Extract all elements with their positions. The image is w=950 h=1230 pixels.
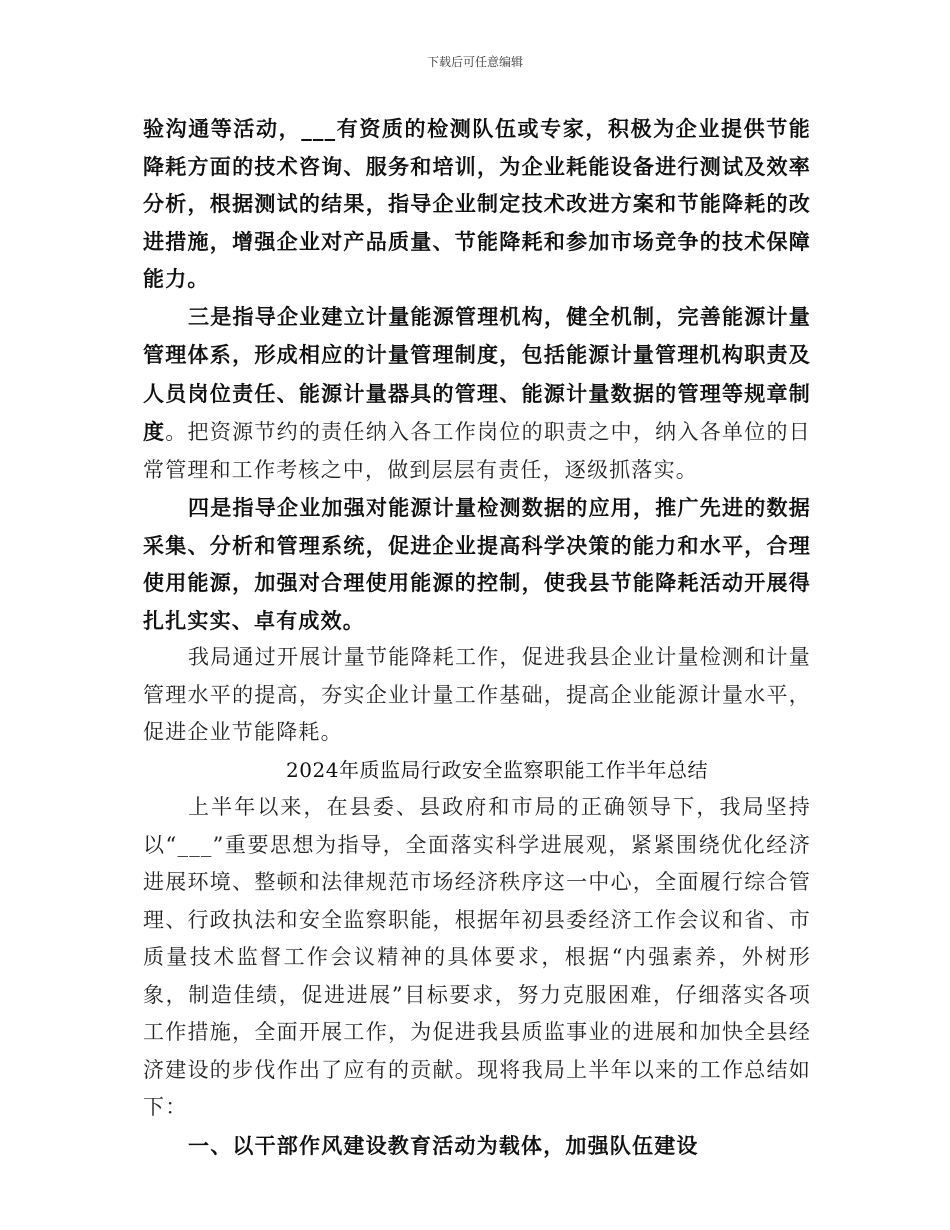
paragraph-fourth-point: 四是指导企业加强对能源计量检测数据的应用，推广先进的数据采集、分析和管理系统，促进企业提高科学决策的能力和水平，合理使用能源，加强对合理使用能源的控制，使我县节能降耗活动开展得扎扎实实、卓有成效。 xyxy=(143,495,811,633)
section-heading-1: 一、以干部作风建设教育活动为载体，加强队伍建设 xyxy=(188,1132,699,1158)
section-intro-paragraph: 上半年以来，在县委、县政府和市局的正确领导下，我局坚持以“___”重要思想为指导，全面落实科学进展观，紧紧围绕优化经济进展环境、整顿和法律规范市场经济秩序这一中心，全面履行综合管理、行政执法和安全监察职能，根据年初县委经济工作会议和省、市质量技术监督工作会议精神的具体要求，根据“内强素养，外树形象，制造佳绩，促进进展”目标要求，努力克服困难，仔细落实各项工作措施，全面开展工作，为促进我县质监事业的进展和加快全县经济建设的步伐作出了应有的贡献。现将我局上半年以来的工作总结如下： xyxy=(143,795,811,1119)
document-body xyxy=(143,110,811,1164)
paragraph-continuation: 验沟通等活动，___有资质的检测队伍或专家，积极为企业提供节能降耗方面的技术咨询、服务和培训，为企业耗能设备进行测试及效率分析，根据测试的结果，指导企业制定技术改进方案和节能降耗的改进措施，增强企业对产品质量、节能降耗和参加市场竞争的技术保障能力。 xyxy=(143,116,811,291)
paragraph-third-point-bold: 三是指导企业建立计量能源管理机构，健全机制，完善能源计量管理体系，形成相应的计量管理制度，包括能源计量管理机构职责及人员岗位责任、能源计量器具的管理、能源计量数据的管理等规章制度 xyxy=(143,303,811,444)
section-title: 2024年质监局行政安全监察职能工作半年总结 xyxy=(286,757,708,782)
paragraph-third-point-rest: 。把资源节约的责任纳入各工作岗位的职责之中，纳入各单位的日常管理和工作考核之中，做到层层有责任，逐级抓落实。 xyxy=(143,420,811,482)
page-header-note: 下载后可任意编辑 xyxy=(426,55,523,69)
paragraph-third-point xyxy=(143,298,811,490)
paragraph-summary: 我局通过开展计量节能降耗工作，促进我县企业计量检测和计量管理水平的提高，夯实企业计量工作基础，提高企业能源计量水平，促进企业节能降耗。 xyxy=(143,645,811,744)
